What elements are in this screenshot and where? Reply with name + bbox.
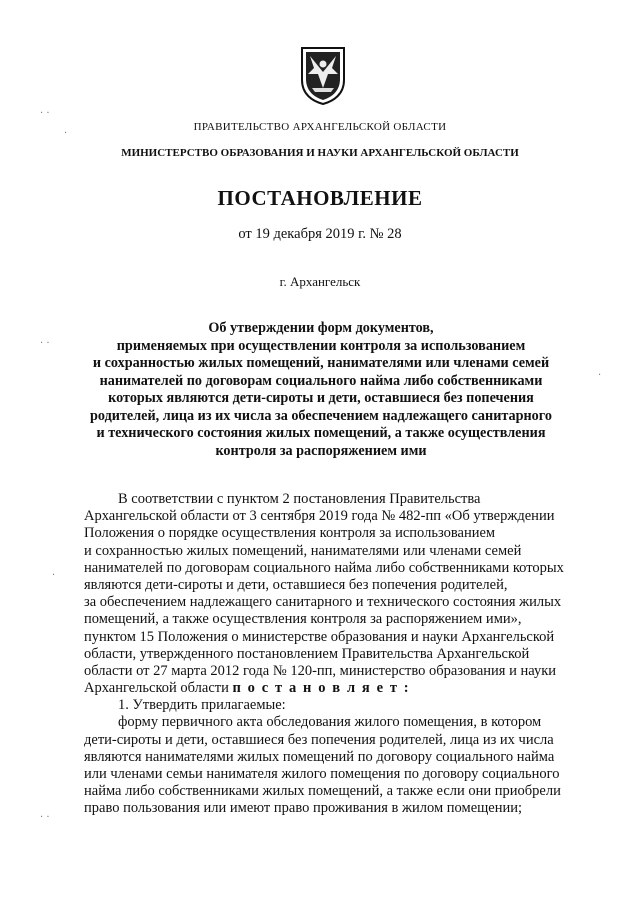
- ministry-name: МИНИСТЕРСТВО ОБРАЗОВАНИЯ И НАУКИ АРХАНГЕЛЬСКОЙ ОБЛАСТИ: [121, 147, 519, 159]
- body-line: право пользования или имеют право проживания в жилом помещении;: [84, 800, 523, 817]
- body-line: дети-сироты и дети, оставшиеся без попечения родителей, лица из их числа: [84, 731, 554, 748]
- subject-line: родителей, лица из их числа за обеспечением надлежащего санитарного: [90, 407, 552, 424]
- government-name: ПРАВИТЕЛЬСТВО АРХАНГЕЛЬСКОЙ ОБЛАСТИ: [193, 121, 447, 133]
- subject-line: нанимателей по договорам социального найма либо собственниками: [99, 372, 543, 389]
- document-body: [84, 491, 572, 818]
- subject-line: и технического состояния жилых помещений, а также осуществления: [96, 425, 546, 441]
- coat-of-arms-icon: [298, 44, 348, 106]
- scan-mark: · ·: [40, 108, 50, 119]
- scan-mark: · ·: [40, 338, 50, 349]
- body-line: найма либо собственниками жилых помещений, а также если они приобрели: [84, 783, 561, 800]
- scan-mark: ·: [598, 370, 602, 381]
- body-line: являются нанимателями жилых помещений по договору социального найма: [84, 748, 555, 765]
- body-line: за обеспечением надлежащего санитарного и технического состояния жилых: [84, 594, 562, 611]
- body-line: пунктом 15 Положения о министерстве образования и науки Архангельской: [84, 628, 555, 645]
- body-line: помещений, а также осуществления контроля за распоряжением ими»,: [84, 611, 522, 628]
- body-line: Архангельской области от 3 сентября 2019 года № 482-пп «Об утверждении: [84, 508, 555, 525]
- document-type: ПОСТАНОВЛЕНИЕ: [217, 186, 423, 210]
- document-subject: [84, 320, 558, 460]
- body-line-resolves: [84, 680, 572, 697]
- scan-mark: ·: [52, 570, 56, 581]
- body-line: и сохранностью жилых помещений, нанимателями или членами семей: [84, 542, 522, 559]
- body-line: В соответствии с пунктом 2 постановления Правительства: [118, 491, 481, 507]
- subject-line: которых являются дети-сироты и дети, оставшиеся без попечения: [108, 390, 534, 406]
- subject-line: Об утверждении форм документов,: [208, 320, 434, 336]
- body-text: Архангельской области: [84, 680, 229, 697]
- body-line: области от 27 марта 2012 года № 120-пп, министерство образования и науки: [84, 662, 556, 679]
- resolves-word: п о с т а н о в л я е т :: [232, 680, 411, 697]
- subject-line: и сохранностью жилых помещений, нанимателями или членами семей: [92, 355, 550, 371]
- document-date-number: от 19 декабря 2019 г. № 28: [238, 226, 402, 242]
- body-line: или членами семьи нанимателя жилого помещения по договору социального: [84, 766, 560, 782]
- body-line: 1. Утвердить прилагаемые:: [118, 697, 286, 714]
- body-line: нанимателей по договорам социального найма либо собственниками которых: [84, 559, 564, 576]
- body-line: форму первичного акта обследования жилого помещения, в котором: [118, 714, 542, 731]
- subject-line: контроля за распоряжением ими: [215, 442, 427, 459]
- scan-mark: · ·: [40, 812, 50, 823]
- body-line: области, утвержденного постановлением Правительства Архангельской: [84, 645, 530, 662]
- body-line: Положения о порядке осуществления контроля за использованием: [84, 525, 496, 542]
- document-city: г. Архангельск: [279, 274, 361, 289]
- body-line: являются дети-сироты и дети, оставшиеся без попечения родителей,: [84, 576, 508, 593]
- subject-line: применяемых при осуществлении контроля за использованием: [116, 337, 526, 354]
- scan-mark: ·: [64, 128, 68, 139]
